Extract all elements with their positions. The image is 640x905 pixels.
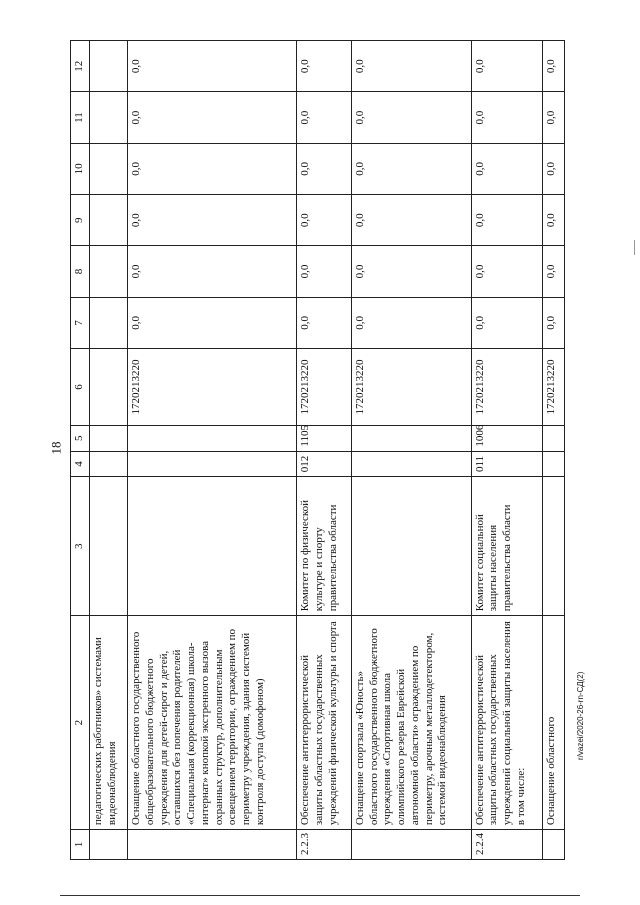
cell-value: 0,0 — [542, 143, 564, 194]
cell-value: 0,0 — [297, 246, 352, 297]
page-number: 18 — [48, 441, 64, 455]
cell-value: 0,0 — [297, 195, 352, 246]
cell-value: 0,0 — [128, 195, 297, 246]
cell-number — [542, 830, 564, 860]
cell-name: Обеспечение антитеррористической защиты областных государственных учреждений социальной защиты населения в том числе: — [471, 616, 542, 830]
header-cell: 3 — [71, 477, 90, 616]
cell-code — [542, 451, 564, 477]
cell-number — [128, 830, 297, 860]
cell-article: 1720213220 — [128, 348, 297, 425]
rotated-table-page — [70, 40, 565, 860]
cell-number — [89, 830, 127, 860]
cell-value: 0,0 — [351, 246, 471, 297]
header-cell: 1 — [71, 830, 90, 860]
cell-section — [128, 425, 297, 451]
cell-code — [89, 451, 127, 477]
cell-code: 012 — [297, 451, 352, 477]
cell-executor: Комитет по физической культуре и спорту правительства области — [297, 477, 352, 616]
table-row — [297, 41, 352, 860]
page-bottom-rule — [60, 895, 580, 896]
cell-value: 0,0 — [542, 297, 564, 348]
table-row — [471, 41, 542, 860]
cell-value: 0,0 — [471, 246, 542, 297]
cell-value — [89, 41, 127, 92]
cell-number — [351, 830, 471, 860]
cell-name: Оснащение спортзала «Юность» областного государственного бюджетного учреждения «Спортивная школа олимпийского резерва Еврейской автономной области» ограждением по периметру, арочным металлодетектором, системой видеонаблюдения — [351, 616, 471, 830]
cell-executor — [351, 477, 471, 616]
cell-value: 0,0 — [297, 297, 352, 348]
document-reference: r/vazei/2020-26-rn-СД(2) — [576, 671, 585, 760]
table-row — [128, 41, 297, 860]
cell-value: 0,0 — [471, 195, 542, 246]
cell-value: 0,0 — [351, 297, 471, 348]
cell-value: 0,0 — [542, 195, 564, 246]
cell-number: 2.2.4 — [471, 830, 542, 860]
cell-value: 0,0 — [351, 41, 471, 92]
cell-value: 0,0 — [542, 41, 564, 92]
cell-value — [89, 297, 127, 348]
cell-value: 0,0 — [297, 41, 352, 92]
header-cell: 10 — [71, 143, 90, 194]
cell-article: 1720213220 — [297, 348, 352, 425]
cell-value — [89, 92, 127, 143]
header-cell: 2 — [71, 616, 90, 830]
cell-executor — [128, 477, 297, 616]
cell-value: 0,0 — [351, 143, 471, 194]
table-row — [351, 41, 471, 860]
cell-code: 011 — [471, 451, 542, 477]
cell-name: педагогических работников» системами видеонаблюдения — [89, 616, 127, 830]
cell-section: 1105 — [297, 425, 352, 451]
cell-number: 2.2.3 — [297, 830, 352, 860]
cell-section — [89, 425, 127, 451]
cell-value: 0,0 — [351, 92, 471, 143]
cell-value — [89, 143, 127, 194]
cell-value: 0,0 — [128, 297, 297, 348]
table-row — [89, 41, 127, 860]
cell-value: 0,0 — [471, 92, 542, 143]
header-cell: 9 — [71, 195, 90, 246]
cell-value: 0,0 — [471, 143, 542, 194]
cell-executor: Комитет социальной защиты населения правительства области — [471, 477, 542, 616]
header-row — [71, 41, 90, 860]
cell-article: 1720213220 — [471, 348, 542, 425]
cell-name: Оснащение областного — [542, 616, 564, 830]
cell-section — [351, 425, 471, 451]
header-cell: 7 — [71, 297, 90, 348]
budget-table — [70, 40, 565, 860]
header-cell: 4 — [71, 451, 90, 477]
cell-code — [128, 451, 297, 477]
cell-value: 0,0 — [542, 92, 564, 143]
cell-value: 0,0 — [471, 297, 542, 348]
table-row — [542, 41, 564, 860]
cell-value: 0,0 — [542, 246, 564, 297]
cell-value: 0,0 — [128, 41, 297, 92]
cell-executor — [89, 477, 127, 616]
cell-section — [542, 425, 564, 451]
edge-mark — [634, 240, 635, 255]
cell-article: 1720213220 — [542, 348, 564, 425]
cell-value: 0,0 — [297, 92, 352, 143]
cell-value: 0,0 — [128, 143, 297, 194]
cell-article: 1720213220 — [351, 348, 471, 425]
cell-article — [89, 348, 127, 425]
cell-section: 1006 — [471, 425, 542, 451]
cell-name: Обеспечение антитеррористической защиты областных государственных учреждений физической культуры и спорта — [297, 616, 352, 830]
header-cell: 11 — [71, 92, 90, 143]
cell-value: 0,0 — [128, 92, 297, 143]
cell-value — [89, 246, 127, 297]
cell-value — [89, 195, 127, 246]
cell-value: 0,0 — [471, 41, 542, 92]
cell-value: 0,0 — [297, 143, 352, 194]
header-cell: 12 — [71, 41, 90, 92]
cell-name: Оснащение областного государственного общеобразовательного бюджетного учреждения для детей-сирот и детей, оставшихся без попечения родителей «Специальная (коррекционная) школа-интернат» кнопкой экстренного вызова охранных структур, дополнительным освещением территории, ограждением по периметру учреждения, здания системой контроля доступа (домофоном) — [128, 616, 297, 830]
header-cell: 8 — [71, 246, 90, 297]
cell-value: 0,0 — [351, 195, 471, 246]
header-cell: 5 — [71, 425, 90, 451]
header-cell: 6 — [71, 348, 90, 425]
cell-value: 0,0 — [128, 246, 297, 297]
cell-code — [351, 451, 471, 477]
cell-executor — [542, 477, 564, 616]
